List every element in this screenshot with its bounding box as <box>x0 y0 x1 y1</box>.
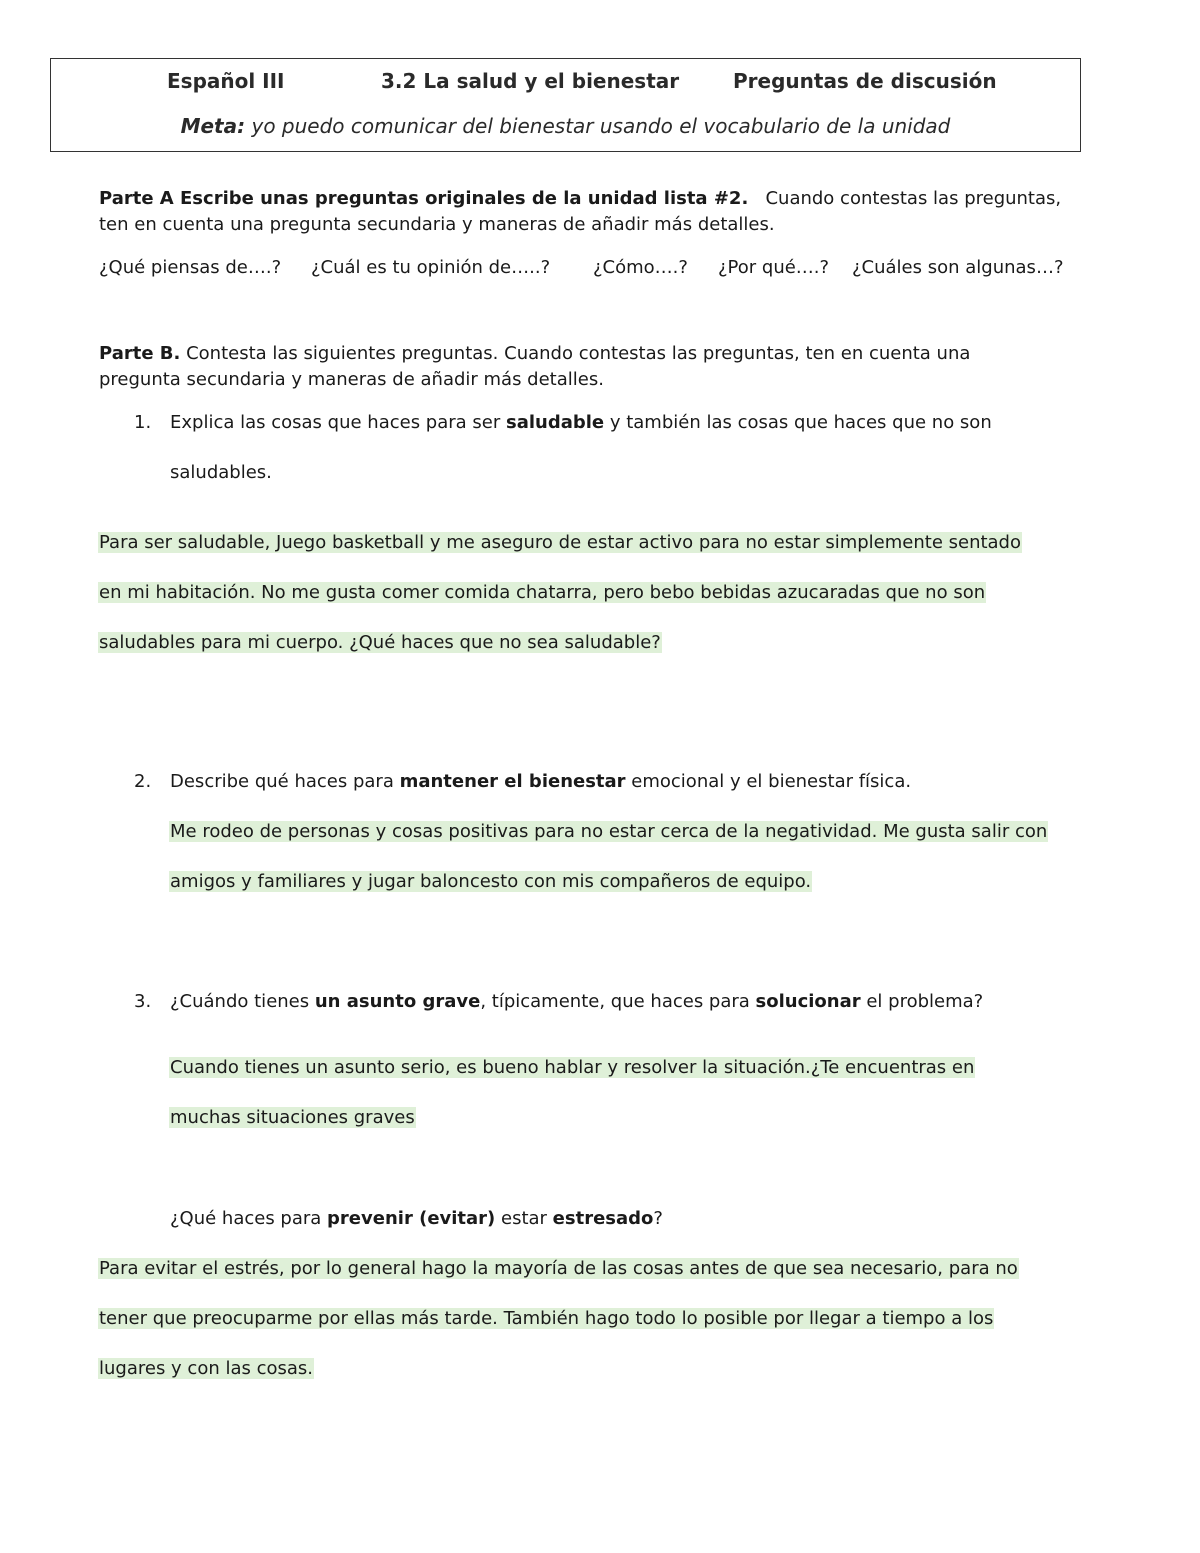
answer-4-text-2: tener que preocuparme por ellas más tarde. También hago todo lo posible por llegar a tiempo a los <box>99 1308 994 1329</box>
part-a-prompt-5: ¿Cuáles son algunas…? <box>852 257 1064 278</box>
answer-4-line-1 <box>98 1256 1019 1282</box>
question-3-text <box>170 989 983 1015</box>
answer-1-line-3 <box>98 630 662 656</box>
part-a-prompt-1: ¿Qué piensas de….? <box>99 257 282 278</box>
question-3-post: el problema? <box>860 991 984 1012</box>
part-b-line-1 <box>99 341 970 367</box>
question-1-pre: Explica las cosas que haces para ser <box>170 412 506 433</box>
question-3-keyword-2: solucionar <box>755 991 861 1012</box>
question-1-keyword: saludable <box>505 412 605 433</box>
answer-4-line-2 <box>98 1306 994 1332</box>
question-1-text <box>170 410 992 436</box>
answer-4-text-3: lugares y con las cosas. <box>99 1358 314 1379</box>
answer-2-line-1 <box>169 819 1048 845</box>
part-a-title: Parte A Escribe unas preguntas originales de la unidad lista #2. <box>99 188 749 209</box>
question-4-text <box>170 1206 663 1232</box>
answer-4-text-1: Para evitar el estrés, por lo general hago la mayoría de las cosas antes de que sea necesario, para no <box>99 1258 1018 1279</box>
answer-3-line-2 <box>169 1105 416 1131</box>
answer-3-text-1: Cuando tienes un asunto serio, es bueno hablar y resolver la situación.¿Te encuentras en <box>170 1057 975 1078</box>
question-3-mid: , típicamente, que haces para <box>480 991 756 1012</box>
question-2-pre: Describe qué haces para <box>170 771 400 792</box>
question-2-number: 2. <box>134 771 152 792</box>
question-2-text <box>170 769 911 795</box>
goal-text: yo puedo comunicar del bienestar usando el vocabulario de la unidad <box>245 114 951 138</box>
question-4-post: ? <box>653 1208 663 1229</box>
document-type: Preguntas de discusión <box>733 69 997 93</box>
question-2-post: emocional y el bienestar física. <box>625 771 912 792</box>
answer-1-text-2: en mi habitación. No me gusta comer comida chatarra, pero bebo bebidas azucaradas que no son <box>99 582 986 603</box>
course-title: Español III <box>167 69 285 93</box>
question-4-keyword-2: estresado <box>552 1208 654 1229</box>
answer-3-text-2: muchas situaciones graves <box>170 1107 415 1128</box>
question-1-number: 1. <box>134 412 152 433</box>
question-3-keyword-1: un asunto grave <box>314 991 481 1012</box>
question-1-continuation: saludables. <box>170 462 272 483</box>
answer-1-line-1 <box>98 530 1022 556</box>
unit-title: 3.2 La salud y el bienestar <box>381 69 680 93</box>
answer-1-line-2 <box>98 580 986 606</box>
question-4-pre: ¿Qué haces para <box>170 1208 328 1229</box>
header-box <box>50 58 1081 152</box>
answer-1-text-3: saludables para mi cuerpo. ¿Qué haces que no sea saludable? <box>99 632 661 653</box>
part-a-line-1 <box>99 186 1061 212</box>
part-b-instructions-1: Contesta las siguientes preguntas. Cuando contestas las preguntas, ten en cuenta una <box>180 343 971 364</box>
question-2-keyword: mantener el bienestar <box>399 771 626 792</box>
question-3-number: 3. <box>134 991 152 1012</box>
answer-1-text-1: Para ser saludable, Juego basketball y me aseguro de estar activo para no estar simplemente sentado <box>99 532 1021 553</box>
part-b-instructions-2: pregunta secundaria y maneras de añadir más detalles. <box>99 369 604 390</box>
answer-3-line-1 <box>169 1055 975 1081</box>
answer-2-text-1: Me rodeo de personas y cosas positivas para no estar cerca de la negatividad. Me gusta salir con <box>170 821 1048 842</box>
answer-2-text-2: amigos y familiares y jugar baloncesto con mis compañeros de equipo. <box>170 871 812 892</box>
answer-4-line-3 <box>98 1356 314 1382</box>
part-a-prompt-2: ¿Cuál es tu opinión de…..? <box>311 257 551 278</box>
part-a-instructions-1: Cuando contestas las preguntas, <box>765 188 1062 209</box>
goal-label: Meta: <box>180 114 246 138</box>
answer-2-line-2 <box>169 869 812 895</box>
part-a-prompt-3: ¿Cómo….? <box>593 257 688 278</box>
goal-statement <box>51 114 1080 138</box>
part-b-title: Parte B. <box>99 343 181 364</box>
question-4-keyword-1: prevenir (evitar) <box>327 1208 496 1229</box>
part-a-instructions-2: ten en cuenta una pregunta secundaria y maneras de añadir más detalles. <box>99 214 775 235</box>
part-a-prompt-4: ¿Por qué….? <box>718 257 830 278</box>
question-3-pre: ¿Cuándo tienes <box>170 991 315 1012</box>
question-4-mid: estar <box>495 1208 553 1229</box>
question-1-post: y también las cosas que haces que no son <box>604 412 992 433</box>
